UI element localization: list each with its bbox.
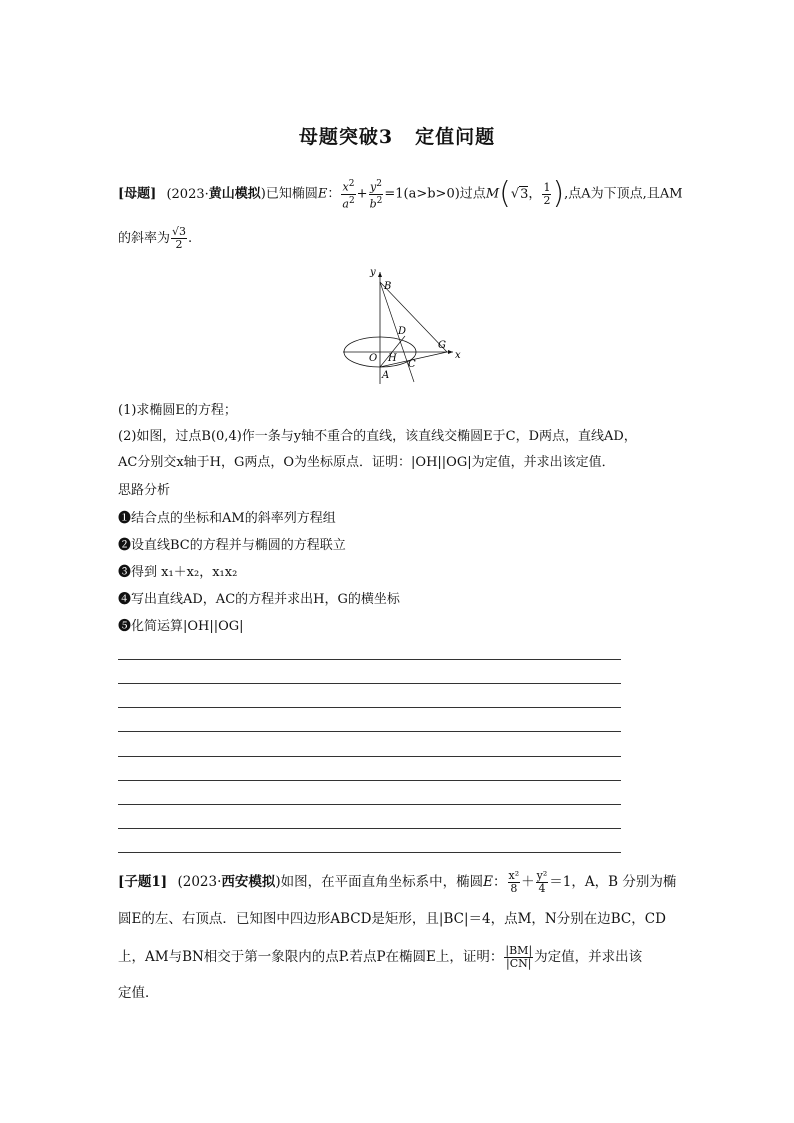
- analysis-step-1: ❶结合点的坐标和AM的斜率列方程组: [118, 511, 336, 526]
- analysis-step-2: ❷设直线BC的方程并与椭圆的方程联立: [118, 538, 346, 553]
- main-problem-line1: [母题] (2023·黄山模拟)已知椭圆E： $\frac{x^2}{a^2}$ + $\frac{y^2}{b^2}$ =1(a>b>0)过点M(√3， $\frac{1}{2}$ ),点A为下顶点,且AM: [118, 176, 683, 212]
- main-half: $\frac{1}{2}$: [543, 180, 551, 207]
- main-sqrt3: 3: [520, 186, 529, 202]
- title-part2: 定值问题: [415, 126, 496, 148]
- sub-problem-line2: 圆E的左、右顶点．已知图中四边形ABCD是矩形，且|BC|＝4，点M，N分别在边BC，CD: [118, 911, 666, 927]
- sub-problem-tag: [子题1]: [118, 874, 168, 890]
- sub-problem-line3: 上，AM与BN相交于第一象限内的点P.若点P在椭圆E上，证明： $\frac{|BM|}{|CN|}$ 为定值，并求出该: [118, 944, 643, 970]
- main-problem-line2: 的斜率为 $\frac{√3}{2}$ .: [118, 225, 193, 251]
- label-A: A: [382, 370, 390, 381]
- answer-line: [118, 828, 621, 829]
- main-through: 过点: [459, 186, 486, 202]
- analysis-step-4: ❹写出直线AD，AC的方程并求出H，G的横坐标: [118, 592, 400, 607]
- main-text2: 点A为下顶点,且AM: [568, 186, 683, 202]
- main-problem-tag: [母题]: [118, 186, 157, 202]
- answer-line: [118, 756, 621, 757]
- title-part1: 母题突破3: [298, 126, 394, 148]
- answer-line: [118, 731, 621, 732]
- answer-line: [118, 683, 621, 684]
- sub-source-name: 西安模拟: [221, 874, 276, 890]
- x2-over-a2: $\frac{x^2}{a^2}$: [342, 179, 355, 211]
- sub-ratio-BM-CN: $\frac{|BM|}{|CN|}$: [505, 944, 533, 970]
- answer-line: [118, 780, 621, 781]
- main-source-open: (2023·: [166, 186, 209, 202]
- y-axis-arrow: [378, 272, 382, 277]
- label-O: O: [369, 353, 378, 364]
- question-1: (1)求椭圆E的方程；: [118, 403, 237, 418]
- main-point-M: M: [485, 186, 500, 202]
- analysis-heading: 思路分析: [118, 483, 171, 498]
- page-title: [0, 122, 794, 149]
- analysis-step-5: ❺化简运算|OH||OG|: [118, 619, 244, 634]
- analysis-step-3: ❸得到 x₁＋x₂，x₁x₂: [118, 565, 238, 580]
- main-text3: 的斜率为: [118, 231, 171, 246]
- line-BG: [380, 282, 447, 352]
- ellipse-figure: [335, 262, 465, 387]
- main-source-close: ): [260, 186, 266, 202]
- label-y: y: [370, 267, 376, 278]
- label-x: x: [455, 350, 461, 361]
- label-B: B: [384, 281, 392, 292]
- sub-problem-line1: [子题1] (2023·西安模拟)如图，在平面直角坐标系中，椭圆E： $\frac{\text{x²}}{8}$ ＋ $\frac{\text{y²}}{4}$ ＝1，A，B 分别为椭: [118, 869, 677, 895]
- sub-frac-y2-4: $\frac{\text{y²}}{4}$: [536, 869, 548, 895]
- x-axis-arrow: [448, 350, 453, 354]
- main-text1: 已知椭圆: [265, 186, 318, 202]
- answer-line: [118, 707, 621, 708]
- label-G: G: [438, 340, 446, 351]
- main-slope: $\frac{√3}{2}$: [172, 225, 187, 251]
- label-H: H: [388, 353, 397, 364]
- main-colon: ：: [327, 186, 341, 202]
- main-E-label: E: [317, 186, 328, 202]
- answer-line: [118, 804, 621, 805]
- label-C: C: [408, 359, 416, 370]
- label-D: D: [398, 326, 407, 337]
- question-2-line1: (2)如图，过点B(0,4)作一条与y轴不重合的直线，该直线交椭圆E于C，D两点，直线AD，: [118, 429, 637, 444]
- answer-line: [118, 852, 621, 853]
- answer-line: [118, 659, 621, 660]
- main-eq-tail: =1(a>b>0): [384, 186, 460, 202]
- sub-problem-line4: 定值．: [118, 985, 159, 1001]
- sub-frac-x2-8: $\frac{\text{x²}}{8}$: [508, 869, 520, 895]
- main-source-name: 黄山模拟: [208, 186, 261, 202]
- question-2-line2: AC分别交x轴于H，G两点，O为坐标原点．证明：|OH||OG|为定值，并求出该定值．: [118, 455, 615, 470]
- y2-over-b2: $\frac{y^2}{b^2}$: [369, 179, 383, 211]
